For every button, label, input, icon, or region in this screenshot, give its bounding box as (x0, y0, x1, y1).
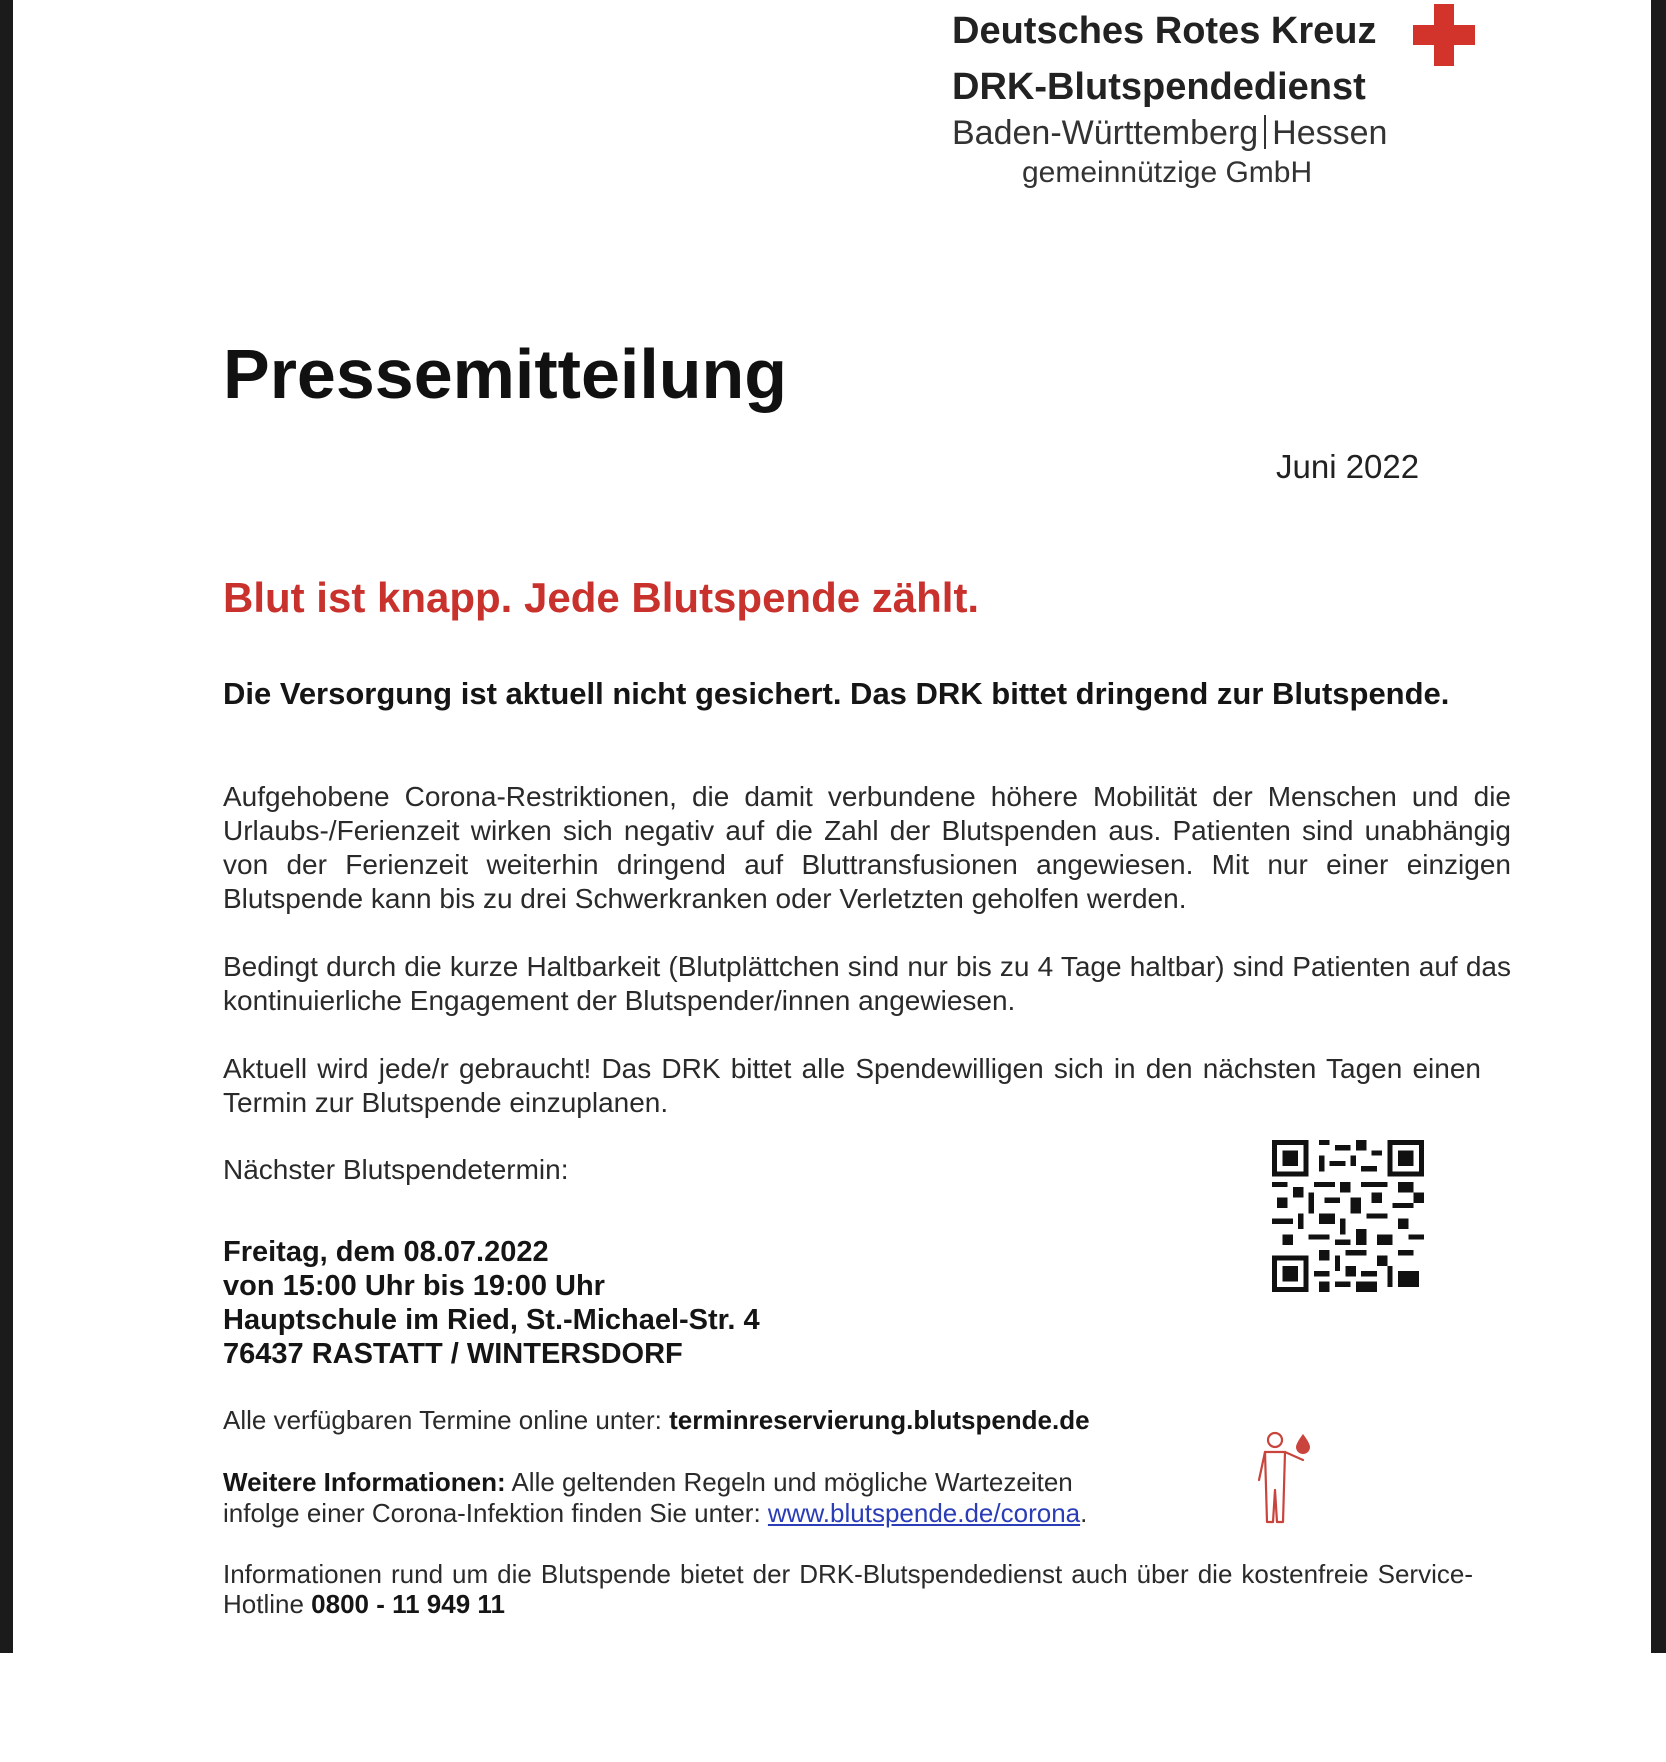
paragraph-1: Aufgehobene Corona-Restriktionen, die damit verbundene höhere Mobilität der Menschen und die Urlaubs-/Ferienzeit wirken sich negativ auf die Zahl der Blutspenden aus. Patienten sind unabhängig von der Ferienzeit weiterhin dringend auf Bluttransfusionen angewiesen. Mit nur einer einzigen Blutspende kann bis zu drei Schwerkranken oder Verletzten geholfen werden. (223, 781, 1511, 914)
drk-letterhead (938, 0, 1478, 200)
more-info-text-1: Alle geltenden Regeln und mögliche Wartezeiten (505, 1467, 1073, 1497)
online-appointments-line (223, 1405, 1090, 1436)
frame-border-left (0, 0, 13, 1653)
paragraph-3: Aktuell wird jede/r gebraucht! Das DRK bittet alle Spendewilligen sich in den nächsten Tagen einen Termin zur Blutspende einzuplanen. (223, 1053, 1481, 1118)
more-info-text-2: infolge einer Corona-Infektion finden Sie unter: (223, 1498, 768, 1528)
hotline-number[interactable]: 0800 - 11 949 11 (311, 1589, 505, 1619)
org-name: Deutsches Rotes Kreuz (952, 10, 1377, 52)
org-region-a: Baden-Württemberg (952, 114, 1259, 152)
qr-code-icon[interactable] (1272, 1140, 1424, 1292)
online-label: Alle verfügbaren Termine online unter: (223, 1405, 670, 1435)
appointment-city: 76437 RASTATT / WINTERSDORF (223, 1338, 683, 1370)
org-regions (952, 114, 1387, 153)
hotline-text: Informationen rund um die Blutspende bietet der DRK-Blutspendedienst auch über die kostenfreie Service-Hotline (223, 1559, 1473, 1619)
more-info-trail: . (1080, 1498, 1088, 1528)
frame-border-right (1651, 0, 1666, 1653)
lead-paragraph: Die Versorgung ist aktuell nicht gesichert. Das DRK bittet dringend zur Blutspende. (223, 676, 1450, 711)
more-info-block (223, 1467, 1087, 1529)
press-release-page (13, 0, 1651, 1653)
next-appointment-label: Nächster Blutspendetermin: (223, 1154, 569, 1185)
online-url[interactable]: terminreservierung.blutspende.de (669, 1405, 1090, 1435)
org-service-name: DRK-Blutspendedienst (952, 66, 1366, 108)
org-legal-form: gemeinnützige GmbH (1022, 156, 1313, 189)
red-cross-icon (1413, 4, 1475, 66)
page-title: Pressemitteilung (223, 335, 788, 413)
headline: Blut ist knapp. Jede Blutspende zählt. (223, 574, 980, 621)
appointment-location: Hauptschule im Ried, St.-Michael-Str. 4 (223, 1304, 760, 1336)
hotline-paragraph (223, 1559, 1473, 1619)
corona-info-link[interactable]: www.blutspende.de/corona (767, 1498, 1081, 1528)
region-separator (1264, 115, 1266, 149)
org-region-b: Hessen (1272, 114, 1388, 152)
blood-donor-icon (1251, 1430, 1321, 1530)
release-date: Juni 2022 (1276, 448, 1420, 485)
more-info-label: Weitere Informationen: (223, 1467, 506, 1497)
appointment-time: von 15:00 Uhr bis 19:00 Uhr (223, 1270, 605, 1302)
paragraph-2: Bedingt durch die kurze Haltbarkeit (Blutplättchen sind nur bis zu 4 Tage haltbar) sind Patienten auf das kontinuierliche Engagement der Blutspender/innen angewiesen. (223, 951, 1511, 1016)
appointment-day: Freitag, dem 08.07.2022 (223, 1236, 549, 1268)
